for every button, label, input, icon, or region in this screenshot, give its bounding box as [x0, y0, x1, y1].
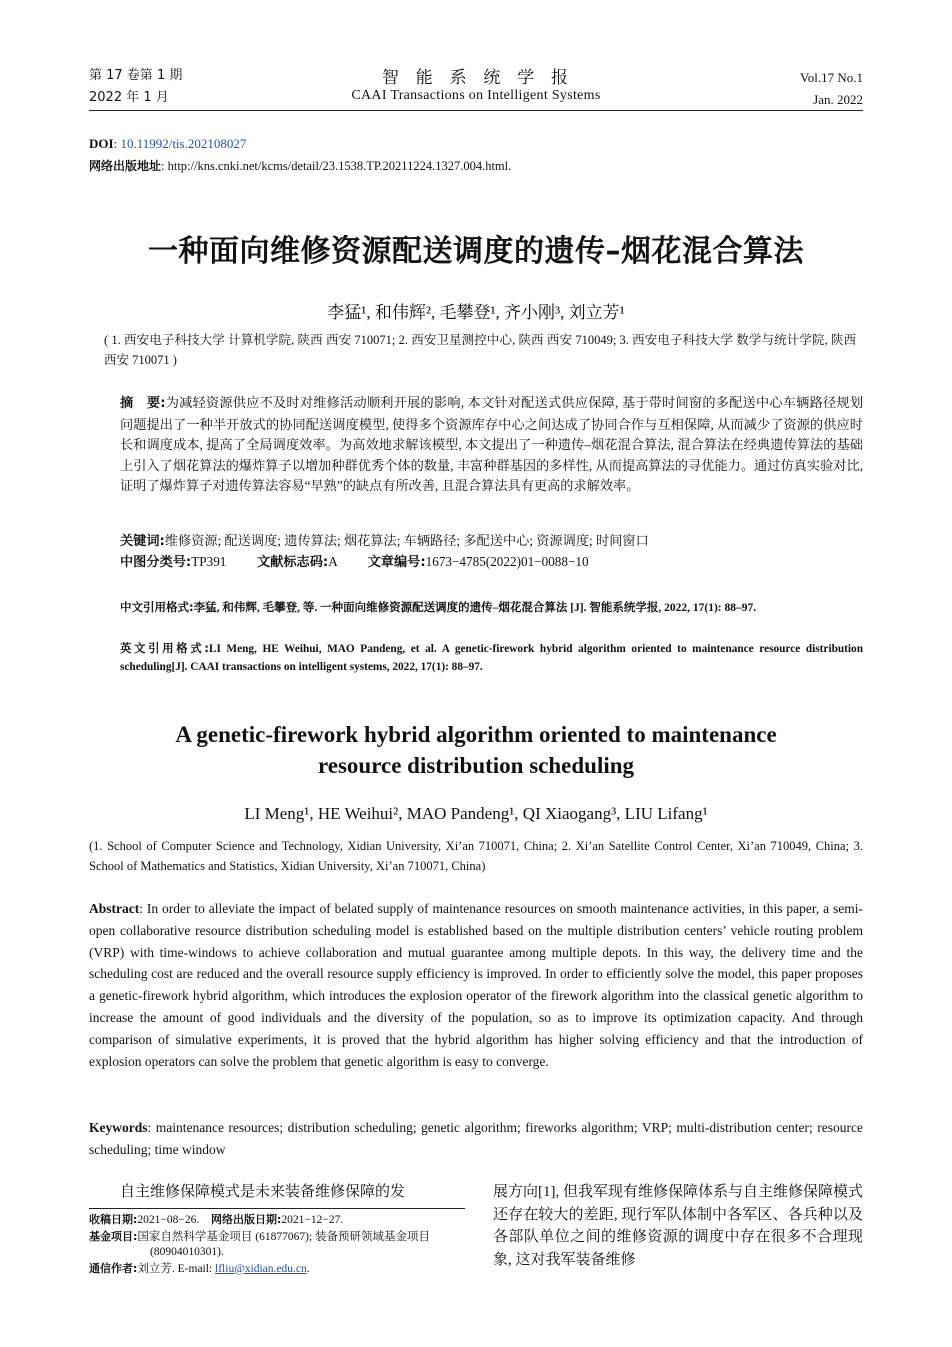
footnote-rule	[89, 1208, 465, 1209]
citation-cn	[120, 598, 863, 617]
corr-label: 通信作者:	[89, 1261, 138, 1275]
cn-affiliations: ( 1. 西安电子科技大学 计算机学院, 陕西 西安 710071; 2. 西安卫星测控中心, 陕西 西安 710049; 3. 西安电子科技大学 数学与统计学院, 陕西 西安 710071 )	[104, 333, 856, 367]
citation-cn-label: 中文引用格式:	[120, 600, 194, 614]
online-date-label: 网络出版日期:	[211, 1213, 282, 1226]
cn-keywords-label: 关键词:	[120, 534, 165, 549]
fund-label: 基金项目:	[89, 1229, 138, 1243]
en-keywords-text: : maintenance resources; distribution scheduling; genetic algorithm; fireworks algorithm; VRP; multi-distribution center; resource scheduling; time window	[89, 1120, 863, 1157]
en-keywords-label: Keywords	[89, 1120, 148, 1135]
header-vol: Vol.17 No.1	[800, 70, 863, 85]
cn-keywords	[120, 531, 863, 552]
corr-end: .	[306, 1262, 310, 1275]
online-url[interactable]: : http://kns.cnki.net/kcms/detail/23.1538.TP.20211224.1327.004.html.	[161, 159, 512, 173]
en-keywords	[89, 1117, 863, 1161]
en-title-line1: A genetic-firework hybrid algorithm oriented to maintenance	[175, 722, 777, 747]
cn-authors: 李猛¹, 和伟辉², 毛攀登¹, 齐小刚³, 刘立芳¹	[327, 303, 625, 322]
header-journal-cn: 智 能 系 统 学 报	[381, 68, 571, 88]
header-volume: 第 17 卷第 1 期	[89, 68, 183, 83]
header-date: 2022 年 1 月	[89, 90, 169, 105]
doi-line: DOI: 10.11992/tis.202108027	[89, 136, 247, 151]
cn-abstract	[120, 393, 863, 497]
doc-code-value: A	[328, 554, 337, 569]
header-month: Jan. 2022	[813, 92, 863, 107]
cn-abstract-text: 为减轻资源供应不及时对维修活动顺利开展的影响, 本文针对配送式供应保障, 基于带时间窗的多配送中心车辆路径规划问题提出了一种半开放式的协同配送调度模型, 使得多个资源库存中心之间达成了协同合作与互相保障, 从而减少了资源的供应时长和调度成本, 提高了全局调度效率。为高效地求解该模型, 本文提出了一种遗传–烟花混合算法, 混合算法在经典遗传算法的基础上引入了烟花算法的爆炸算子以增加种群优秀个体的数量, 丰富种群基因的多样性, 从而提高算法的寻优能力。通过仿真实验对比, 证明了爆炸算子对遗传算法容易“早熟”的缺点有所改善, 且混合算法具有更高的求解效率。	[120, 395, 864, 493]
cn-keywords-text: 维修资源; 配送调度; 遗传算法; 烟花算法; 车辆路径; 多配送中心; 资源调度; 时间窗口	[164, 533, 649, 548]
corr-email-link[interactable]: lfliu@xidian.edu.cn	[215, 1262, 307, 1275]
doi-label: DOI	[89, 136, 114, 151]
online-date: 2021−12−27.	[281, 1214, 344, 1226]
en-authors: LI Meng¹, HE Weihui², MAO Pandeng¹, QI Xiaogang³, LIU Lifang¹	[244, 804, 708, 823]
citation-cn-text: 李猛, 和伟辉, 毛攀登, 等. 一种面向维修资源配送调度的遗传–烟花混合算法 [J]. 智能系统学报, 2022, 17(1): 88–97.	[193, 602, 757, 614]
en-title-line2: resource distribution scheduling	[317, 753, 635, 778]
fund-text: 国家自然科学基金项目 (61877067); 装备预研领域基金项目 (80904010301).	[137, 1230, 431, 1258]
body-right-column: 展方向[1], 但我军现有维修保障体系与自主维修保障模式还存在较大的差距, 现行军队体制中各军区、各兵种以及各部队单位之间的维修资源的调度中存在很多不合理现象, 这对我军装备维修	[493, 1184, 863, 1268]
cn-title: 一种面向维修资源配送调度的遗传–烟花混合算法	[148, 234, 804, 269]
header-rule	[89, 110, 863, 111]
footnote-corresponding	[89, 1261, 465, 1278]
article-no-label: 文章编号:	[367, 555, 426, 570]
en-abstract	[89, 898, 863, 1072]
en-abstract-label: Abstract	[89, 901, 140, 916]
en-title	[89, 719, 863, 781]
citation-en-label: 英文引用格式:	[120, 642, 209, 655]
citation-en-text: LI Meng, HE Weihui, MAO Pandeng, et al. A genetic-firework hybrid algorithm oriented to maintenance resource distribution scheduling[J]. CAAI transactions on intelligent systems, 2022, 17(1): 88–97.	[120, 643, 863, 673]
doi-link[interactable]: 10.11992/tis.202108027	[120, 136, 247, 151]
footnote-dates	[89, 1212, 465, 1229]
clc-label: 中图分类号:	[120, 555, 192, 570]
en-abstract-text: : In order to alleviate the impact of belated supply of maintenance resources on smooth maintenance activities, in this paper, a semi-open collaborative resource distribution scheduling model is established based on the multiple distribution centers’ vehicle routing problem (VRP) with time-windows to achieve collaboration and mutual guarantee among multiple depots. In this way, the delivery time and the scheduling cost are reduced and the overall resource supply efficiency is improved. In order to efficiently solve the model, this paper proposes a genetic-firework hybrid algorithm, which introduces the explosion operator of the firework algorithm into the classical genetic algorithm to increase the amount of good individuals and the diversity of the population, so as to improve its optimization capacity. And through comparison of simulative experiments, it is proved that the hybrid algorithm has higher solving efficiency and that the introduction of explosion operators can solve the problem that genetic algorithm is easy to converge.	[89, 901, 863, 1069]
en-affiliations: (1. School of Computer Science and Technology, Xidian University, Xi’an 710071, China; 2. Xi’an Satellite Control Center, Xi’an 710049, China; 3. School of Mathematics and Statistics, Xidian University, Xi’an 710071, China)	[89, 839, 863, 873]
clc-value: TP391	[191, 554, 227, 569]
article-no-value: 1673−4785(2022)01−0088−10	[425, 554, 589, 569]
footnote	[89, 1212, 465, 1277]
corr-name: 刘立芳. E-mail:	[137, 1262, 216, 1275]
header-journal-en: CAAI Transactions on Intelligent Systems	[351, 88, 601, 103]
cn-abstract-label: 摘 要:	[120, 396, 166, 411]
doc-code-label: 文献标志码:	[256, 555, 329, 570]
received-date: 2021−08−26.	[137, 1214, 200, 1226]
cn-classification	[120, 552, 863, 573]
body-left-first-line: 自主维修保障模式是未来装备维修保障的发	[120, 1184, 406, 1200]
citation-en	[120, 640, 863, 676]
footnote-fund	[89, 1229, 465, 1261]
online-label: 网络出版地址	[89, 159, 162, 173]
online-line	[89, 157, 511, 174]
received-label: 收稿日期:	[89, 1213, 138, 1226]
